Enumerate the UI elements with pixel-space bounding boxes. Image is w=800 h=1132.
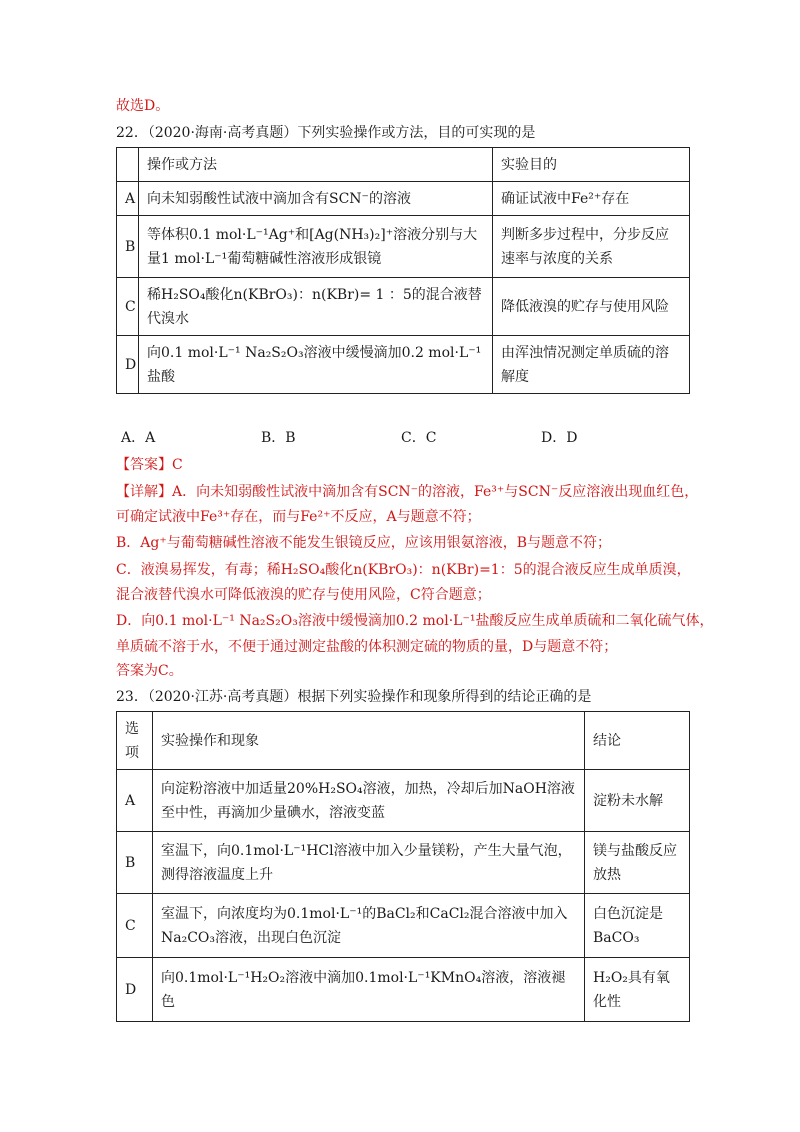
header-cell: 实验目的 — [493, 148, 690, 182]
row-label: C — [117, 278, 139, 336]
explanation-line: 单质硫不溶于水，不便于通过测定盐酸的体积测定硫的物质的量，D与题意不符； — [116, 639, 618, 655]
explanation-line: 答案为C。 — [116, 663, 183, 679]
method-cell: 向未知弱酸性试液中滴加含有SCN⁻的溶液 — [139, 182, 493, 216]
answer-label: 【答案】C — [116, 457, 183, 473]
question-23-stem: 23．（2020·江苏·高考真题）根据下列实验操作和现象所得到的结论正确的是 — [116, 689, 592, 705]
conclusion-cell: H₂O₂具有氧化性 — [585, 958, 690, 1022]
row-label: C — [117, 894, 153, 958]
table-row — [117, 216, 690, 278]
explanation-line: 可确定试液中Fe³⁺存在，而与Fe²⁺不反应，A与题意不符； — [116, 509, 481, 525]
question-23-table — [116, 711, 690, 1022]
table-row — [117, 832, 690, 894]
conclusion-cell: 白色沉淀是BaCO₃ — [585, 894, 690, 958]
previous-answer-line: 故选D。 — [116, 98, 170, 114]
table-row — [117, 278, 690, 336]
header-cell — [117, 148, 139, 182]
goal-cell: 确证试液中Fe²⁺存在 — [493, 182, 690, 216]
table-row — [117, 894, 690, 958]
goal-cell: 由浑浊情况测定单质硫的溶解度 — [493, 336, 690, 394]
operation-cell: 室温下，向0.1mol·L⁻¹HCl溶液中加入少量镁粉，产生大量气泡，测得溶液温度上升 — [153, 832, 585, 894]
option-d: D．D — [541, 430, 578, 446]
explanation-line: 【详解】A．向未知弱酸性试液中滴加含有SCN⁻的溶液，Fe³⁺与SCN⁻反应溶液出现血红色， — [116, 484, 699, 500]
explanation-line: C．液溴易挥发，有毒；稀H₂SO₄酸化n(KBrO₃)：n(KBr)=1：5的混合液反应生成单质溴， — [116, 562, 691, 578]
header-cell: 操作或方法 — [139, 148, 493, 182]
method-cell: 向0.1 mol·L⁻¹ Na₂S₂O₃溶液中缓慢滴加0.2 mol·L⁻¹盐酸 — [139, 336, 493, 394]
header-cell: 结论 — [585, 712, 690, 770]
option-a: A．A — [121, 430, 156, 446]
method-cell: 稀H₂SO₄酸化n(KBrO₃)：n(KBr)= 1 ：5的混合液替代溴水 — [139, 278, 493, 336]
explanation-line: B．Ag⁺与葡萄糖碱性溶液不能发生银镜反应，应该用银氨溶液，B与题意不符； — [116, 535, 612, 551]
explanation-line: 混合液替代溴水可降低液溴的贮存与使用风险，C符合题意； — [116, 587, 491, 603]
row-label: D — [117, 336, 139, 394]
option-b: B．B — [261, 430, 296, 446]
explanation-line: D．向0.1 mol·L⁻¹ Na₂S₂O₃溶液中缓慢滴加0.2 mol·L⁻¹盐酸反应生成单质硫和二氧化硫气体， — [116, 613, 714, 629]
goal-cell: 判断多步过程中，分步反应速率与浓度的关系 — [493, 216, 690, 278]
conclusion-cell: 镁与盐酸反应放热 — [585, 832, 690, 894]
row-label: D — [117, 958, 153, 1022]
header-cell: 选项 — [117, 712, 153, 770]
question-22-table — [116, 147, 690, 394]
question-22-stem: 22．（2020·海南·高考真题）下列实验操作或方法，目的可实现的是 — [116, 125, 536, 141]
table-header-row — [117, 148, 690, 182]
table-row — [117, 958, 690, 1022]
row-label: A — [117, 182, 139, 216]
table-row — [117, 182, 690, 216]
operation-cell: 向淀粉溶液中加适量20%H₂SO₄溶液，加热，冷却后加NaOH溶液至中性，再滴加少量碘水，溶液变蓝 — [153, 770, 585, 832]
operation-cell: 室温下，向浓度均为0.1mol·L⁻¹的BaCl₂和CaCl₂混合溶液中加入Na₂CO₃溶液，出现白色沉淀 — [153, 894, 585, 958]
table-header-row — [117, 712, 690, 770]
row-label: B — [117, 216, 139, 278]
row-label: B — [117, 832, 153, 894]
goal-cell: 降低液溴的贮存与使用风险 — [493, 278, 690, 336]
option-c: C．C — [401, 430, 437, 446]
operation-cell: 向0.1mol·L⁻¹H₂O₂溶液中滴加0.1mol·L⁻¹KMnO₄溶液，溶液褪色 — [153, 958, 585, 1022]
header-cell: 实验操作和现象 — [153, 712, 585, 770]
row-label: A — [117, 770, 153, 832]
table-row — [117, 770, 690, 832]
method-cell: 等体积0.1 mol·L⁻¹Ag⁺和[Ag(NH₃)₂]⁺溶液分别与大量1 mol·L⁻¹葡萄糖碱性溶液形成银镜 — [139, 216, 493, 278]
conclusion-cell: 淀粉未水解 — [585, 770, 690, 832]
table-row — [117, 336, 690, 394]
